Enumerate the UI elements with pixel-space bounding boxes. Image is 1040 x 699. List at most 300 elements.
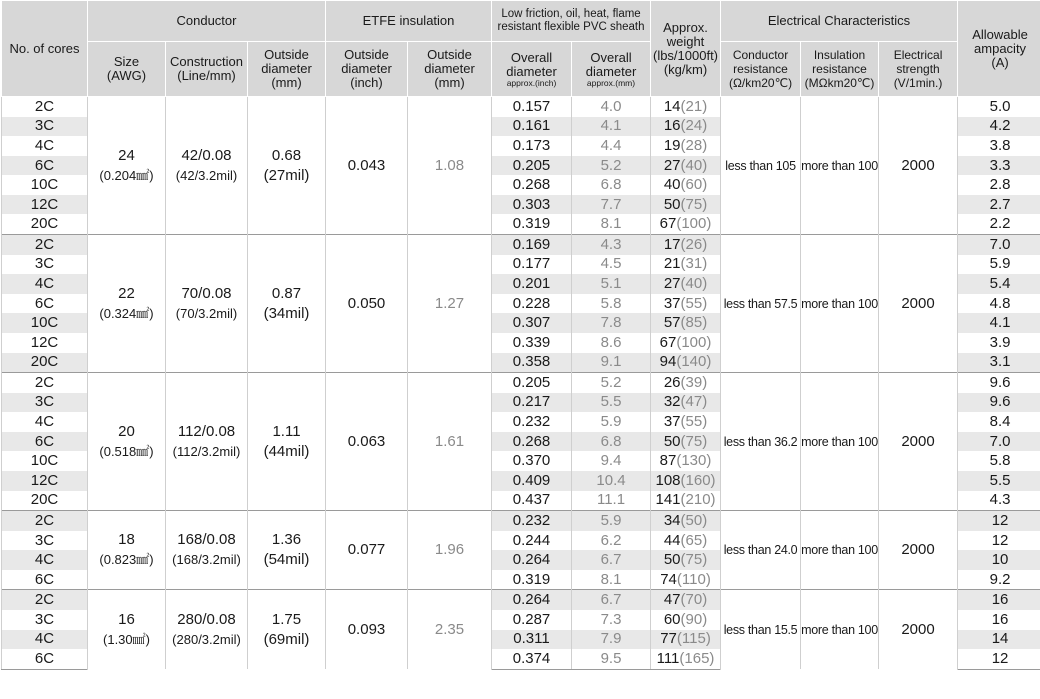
sheath-od-mm-cell: 8.1 <box>572 214 651 234</box>
construction-cell <box>166 590 248 669</box>
sheath-od-mm-cell: 5.2 <box>572 156 651 176</box>
weight-lbs: 37 <box>663 413 681 431</box>
ampacity-cell: 10 <box>958 550 1040 570</box>
weight-kg: (90) <box>680 610 708 628</box>
etfe-od-inch-cell: 0.063 <box>326 373 408 511</box>
conductor-size-cell-line2: (0.204㎟) <box>99 167 154 183</box>
cores-cell: 3C <box>2 393 88 413</box>
sheath-od-inch-cell: 0.169 <box>492 235 572 255</box>
weight-cell <box>651 649 721 669</box>
weight-cell <box>651 491 721 511</box>
ampacity-cell: 8.4 <box>958 412 1040 432</box>
construction-cell-line1: 280/0.08 <box>177 610 236 628</box>
weight-lbs: 26 <box>663 373 681 391</box>
weight-lbs: 44 <box>663 531 681 549</box>
cores-cell: 4C <box>2 630 88 650</box>
weight-cell <box>651 373 721 393</box>
electrical-strength-cell: 2000 <box>879 511 958 590</box>
ampacity-cell: 16 <box>958 590 1040 610</box>
sheath-od-inch-cell: 0.244 <box>492 531 572 551</box>
cores-cell: 2C <box>2 511 88 531</box>
construction-cell-line2: (112/3.2mil) <box>172 443 241 459</box>
sheath-od-inch-cell: 0.370 <box>492 451 572 471</box>
weight-kg: (160) <box>680 471 716 489</box>
weight-cell <box>651 412 721 432</box>
cores-cell: 12C <box>2 471 88 491</box>
header-size: Size (AWG) <box>88 42 166 97</box>
cable-spec-table <box>1 0 1040 670</box>
sheath-od-mm-cell: 5.9 <box>572 511 651 531</box>
weight-cell <box>651 393 721 413</box>
etfe-od-inch-cell: 0.043 <box>326 97 408 235</box>
ampacity-cell: 16 <box>958 610 1040 630</box>
construction-cell-line2: (168/3.2mil) <box>172 552 241 568</box>
weight-kg: (110) <box>676 570 711 588</box>
weight-kg: (31) <box>680 255 708 273</box>
conductor-size-cell <box>88 373 166 511</box>
weight-lbs: 16 <box>663 117 681 135</box>
sheath-od-inch-cell: 0.311 <box>492 630 572 650</box>
sheath-od-mm-cell: 6.8 <box>572 432 651 452</box>
ampacity-cell: 4.8 <box>958 294 1040 314</box>
conductor-size-cell <box>88 97 166 235</box>
sheath-od-mm-cell: 5.8 <box>572 294 651 314</box>
table-row <box>2 590 1040 610</box>
sheath-od-inch-cell: 0.374 <box>492 649 572 669</box>
sheath-od-mm-cell: 5.9 <box>572 412 651 432</box>
sheath-od-mm-cell: 11.1 <box>572 491 651 511</box>
conductor-od-cell <box>248 590 326 669</box>
sheath-od-mm-cell: 9.1 <box>572 353 651 373</box>
weight-cell <box>651 175 721 195</box>
sheath-od-mm-cell: 4.4 <box>572 136 651 156</box>
weight-lbs: 47 <box>663 591 681 609</box>
sheath-od-mm-cell: 6.7 <box>572 550 651 570</box>
weight-cell <box>651 610 721 630</box>
sheath-od-inch-cell: 0.173 <box>492 136 572 156</box>
weight-kg: (75) <box>680 432 708 450</box>
ampacity-cell: 4.3 <box>958 491 1040 511</box>
construction-cell <box>166 235 248 373</box>
sheath-od-inch-cell: 0.161 <box>492 117 572 137</box>
header-conductor-resistance: Conductor resistance (Ω/km20℃) <box>721 42 801 97</box>
sheath-od-inch-cell: 0.177 <box>492 255 572 275</box>
electrical-strength-cell: 2000 <box>879 97 958 235</box>
ampacity-cell: 2.8 <box>958 175 1040 195</box>
ampacity-cell: 5.0 <box>958 97 1040 117</box>
weight-lbs: 67 <box>659 333 677 351</box>
sheath-od-inch-cell: 0.268 <box>492 175 572 195</box>
insulation-resistance-cell: more than 100 <box>801 590 879 669</box>
sheath-od-inch-cell: 0.232 <box>492 412 572 432</box>
weight-lbs: 19 <box>663 136 681 154</box>
ampacity-cell: 3.3 <box>958 156 1040 176</box>
weight-lbs: 111 <box>656 649 680 667</box>
cores-cell: 10C <box>2 451 88 471</box>
ampacity-cell: 9.2 <box>958 570 1040 590</box>
cores-cell: 4C <box>2 412 88 432</box>
sheath-od-inch-cell: 0.264 <box>492 550 572 570</box>
weight-cell <box>651 255 721 275</box>
weight-lbs: 60 <box>663 610 681 628</box>
weight-cell <box>651 630 721 650</box>
conductor-resistance-cell: less than 57.5 <box>721 235 801 373</box>
header-sheath-od-inch-note: approx.(inch) <box>506 77 557 88</box>
conductor-resistance-cell: less than 105 <box>721 97 801 235</box>
cores-cell: 10C <box>2 313 88 333</box>
sheath-od-inch-cell: 0.232 <box>492 511 572 531</box>
etfe-od-inch-cell: 0.093 <box>326 590 408 669</box>
weight-lbs: 50 <box>663 432 681 450</box>
sheath-od-inch-cell: 0.287 <box>492 610 572 630</box>
weight-cell <box>651 353 721 373</box>
weight-cell <box>651 274 721 294</box>
weight-cell <box>651 235 721 255</box>
cores-cell: 2C <box>2 235 88 255</box>
table-row <box>2 511 1040 531</box>
conductor-size-cell-line1: 16 <box>118 610 135 628</box>
construction-cell-line2: (42/3.2mil) <box>175 167 238 183</box>
sheath-od-mm-cell: 6.7 <box>572 590 651 610</box>
construction-cell-line2: (70/3.2mil) <box>175 305 238 321</box>
sheath-od-mm-cell: 8.1 <box>572 570 651 590</box>
weight-cell <box>651 590 721 610</box>
weight-kg: (50) <box>680 511 708 529</box>
conductor-od-cell <box>248 373 326 511</box>
cores-cell: 12C <box>2 333 88 353</box>
spec-table-body <box>2 97 1040 670</box>
header-weight: Approx. weight (lbs/1000ft) (kg/km) <box>651 1 721 97</box>
conductor-size-cell <box>88 590 166 669</box>
ampacity-cell: 12 <box>958 531 1040 551</box>
weight-lbs: 50 <box>663 195 681 213</box>
header-ampacity: Allowable ampacity (A) <box>958 1 1040 97</box>
header-conductor-od: Outside diameter (mm) <box>248 42 326 97</box>
sheath-od-mm-cell: 5.5 <box>572 393 651 413</box>
weight-lbs: 27 <box>663 274 681 292</box>
sheath-od-mm-cell: 4.1 <box>572 117 651 137</box>
ampacity-cell: 7.0 <box>958 235 1040 255</box>
header-electrical-strength: Electrical strength (V/1min.) <box>879 42 958 97</box>
weight-kg: (39) <box>680 373 708 391</box>
sheath-od-mm-cell: 5.2 <box>572 373 651 393</box>
weight-kg: (70) <box>680 591 708 609</box>
cores-cell: 6C <box>2 570 88 590</box>
ampacity-cell: 5.4 <box>958 274 1040 294</box>
cores-cell: 4C <box>2 274 88 294</box>
ampacity-cell: 5.8 <box>958 451 1040 471</box>
construction-cell-line1: 42/0.08 <box>181 146 232 164</box>
cores-cell: 3C <box>2 255 88 275</box>
weight-kg: (75) <box>680 551 708 569</box>
sheath-od-mm-cell: 5.1 <box>572 274 651 294</box>
conductor-size-cell-line1: 22 <box>118 284 135 302</box>
sheath-od-mm-cell: 7.3 <box>572 610 651 630</box>
cores-cell: 3C <box>2 531 88 551</box>
header-sheath-od-mm <box>572 42 651 97</box>
ampacity-cell: 3.8 <box>958 136 1040 156</box>
sheath-od-mm-cell: 4.3 <box>572 235 651 255</box>
conductor-size-cell <box>88 511 166 590</box>
cores-cell: 20C <box>2 353 88 373</box>
conductor-od-cell-line2: (69mil) <box>263 630 310 648</box>
sheath-od-mm-cell: 7.7 <box>572 195 651 215</box>
ampacity-cell: 2.7 <box>958 195 1040 215</box>
sheath-od-mm-cell: 7.9 <box>572 630 651 650</box>
weight-kg: (26) <box>680 235 708 253</box>
weight-kg: (75) <box>680 195 708 213</box>
cores-cell: 12C <box>2 195 88 215</box>
electrical-strength-cell: 2000 <box>879 590 958 669</box>
ampacity-cell: 4.2 <box>958 117 1040 137</box>
weight-kg: (115) <box>676 630 711 648</box>
header-insulation-resistance: Insulation resistance (MΩkm20℃) <box>801 42 879 97</box>
conductor-resistance-cell: less than 36.2 <box>721 373 801 511</box>
ampacity-cell: 14 <box>958 630 1040 650</box>
etfe-od-inch-cell: 0.050 <box>326 235 408 373</box>
ampacity-cell: 7.0 <box>958 432 1040 452</box>
sheath-od-inch-cell: 0.264 <box>492 590 572 610</box>
weight-lbs: 34 <box>663 511 681 529</box>
sheath-od-inch-cell: 0.307 <box>492 313 572 333</box>
weight-lbs: 141 <box>655 491 681 509</box>
electrical-strength-cell: 2000 <box>879 235 958 373</box>
weight-kg: (24) <box>680 117 708 135</box>
weight-kg: (40) <box>680 156 708 174</box>
weight-lbs: 32 <box>663 393 681 411</box>
conductor-od-cell-line1: 1.11 <box>272 422 301 440</box>
sheath-od-inch-cell: 0.268 <box>492 432 572 452</box>
cores-cell: 6C <box>2 649 88 669</box>
weight-cell <box>651 432 721 452</box>
conductor-size-cell-line1: 20 <box>118 422 135 440</box>
construction-cell-line1: 70/0.08 <box>181 284 232 302</box>
sheath-od-mm-cell: 4.0 <box>572 97 651 117</box>
ampacity-cell: 9.6 <box>958 373 1040 393</box>
ampacity-cell: 9.6 <box>958 393 1040 413</box>
cores-cell: 3C <box>2 117 88 137</box>
sheath-od-mm-cell: 6.8 <box>572 175 651 195</box>
sheath-od-inch-cell: 0.157 <box>492 97 572 117</box>
weight-cell <box>651 333 721 353</box>
sheath-od-mm-cell: 10.4 <box>572 471 651 491</box>
construction-cell-line2: (280/3.2mil) <box>172 631 241 647</box>
weight-cell <box>651 313 721 333</box>
construction-cell <box>166 97 248 235</box>
sheath-od-mm-cell: 9.5 <box>572 649 651 669</box>
weight-lbs: 77 <box>660 630 677 648</box>
table-row <box>2 97 1040 117</box>
weight-lbs: 27 <box>663 156 681 174</box>
cores-cell: 20C <box>2 491 88 511</box>
sheath-od-mm-cell: 4.5 <box>572 255 651 275</box>
weight-cell <box>651 117 721 137</box>
weight-cell <box>651 451 721 471</box>
header-etfe-od-mm: Outside diameter (mm) <box>408 42 492 97</box>
ampacity-cell: 12 <box>958 649 1040 669</box>
conductor-od-cell <box>248 97 326 235</box>
conductor-od-cell-line1: 0.87 <box>271 284 302 302</box>
weight-kg: (47) <box>680 393 708 411</box>
weight-lbs: 14 <box>663 97 681 115</box>
header-conductor: Conductor <box>88 1 326 42</box>
ampacity-cell: 5.9 <box>958 255 1040 275</box>
header-sheath-od-mm-note: approx.(mm) <box>586 77 636 88</box>
ampacity-cell: 12 <box>958 511 1040 531</box>
weight-kg: (60) <box>680 176 708 194</box>
weight-kg: (55) <box>680 413 708 431</box>
weight-kg: (28) <box>680 136 708 154</box>
ampacity-cell: 5.5 <box>958 471 1040 491</box>
cores-cell: 2C <box>2 373 88 393</box>
sheath-od-inch-cell: 0.303 <box>492 195 572 215</box>
etfe-od-mm-cell: 1.61 <box>408 373 492 511</box>
weight-cell <box>651 550 721 570</box>
etfe-od-mm-cell: 1.27 <box>408 235 492 373</box>
weight-cell <box>651 156 721 176</box>
etfe-od-mm-cell: 2.35 <box>408 590 492 669</box>
weight-cell <box>651 531 721 551</box>
weight-lbs: 50 <box>663 551 681 569</box>
conductor-od-cell-line2: (27mil) <box>263 166 310 184</box>
header-sheath-od-mm-label: Overall diameter <box>585 49 637 79</box>
weight-cell <box>651 570 721 590</box>
weight-kg: (100) <box>676 333 712 351</box>
electrical-strength-cell: 2000 <box>879 373 958 511</box>
conductor-resistance-cell: less than 15.5 <box>721 590 801 669</box>
conductor-size-cell-line2: (0.518㎟) <box>99 443 154 459</box>
weight-cell <box>651 97 721 117</box>
conductor-size-cell-line2: (0.324㎟) <box>99 305 154 321</box>
cores-cell: 6C <box>2 156 88 176</box>
cores-cell: 3C <box>2 610 88 630</box>
sheath-od-inch-cell: 0.205 <box>492 156 572 176</box>
weight-kg: (210) <box>680 491 716 509</box>
etfe-od-mm-cell: 1.96 <box>408 511 492 590</box>
weight-cell <box>651 511 721 531</box>
sheath-od-inch-cell: 0.228 <box>492 294 572 314</box>
weight-cell <box>651 471 721 491</box>
sheath-od-mm-cell: 7.8 <box>572 313 651 333</box>
ampacity-cell: 4.1 <box>958 313 1040 333</box>
construction-cell-line1: 168/0.08 <box>177 531 236 549</box>
cores-cell: 2C <box>2 97 88 117</box>
conductor-size-cell-line2: (0.823㎟) <box>99 552 154 568</box>
insulation-resistance-cell: more than 100 <box>801 97 879 235</box>
weight-cell <box>651 136 721 156</box>
weight-kg: (100) <box>676 215 712 233</box>
cores-cell: 20C <box>2 214 88 234</box>
ampacity-cell: 2.2 <box>958 214 1040 234</box>
conductor-od-cell-line1: 1.36 <box>271 531 302 549</box>
cores-cell: 2C <box>2 590 88 610</box>
header-sheath-od-inch <box>492 42 572 97</box>
weight-kg: (85) <box>680 314 708 332</box>
conductor-size-cell <box>88 235 166 373</box>
weight-lbs: 57 <box>663 314 681 332</box>
weight-lbs: 94 <box>659 353 677 371</box>
weight-kg: (165) <box>679 649 715 667</box>
table-row <box>2 373 1040 393</box>
weight-kg: (130) <box>676 452 712 470</box>
sheath-od-inch-cell: 0.201 <box>492 274 572 294</box>
sheath-od-inch-cell: 0.409 <box>492 471 572 491</box>
header-electrical: Electrical Characteristics <box>721 1 958 42</box>
etfe-od-mm-cell: 1.08 <box>408 97 492 235</box>
conductor-od-cell-line2: (44mil) <box>263 442 310 460</box>
header-etfe-od-inch: Outside diameter (inch) <box>326 42 408 97</box>
cores-cell: 6C <box>2 432 88 452</box>
conductor-size-cell-line2: (1.30㎟) <box>103 631 150 647</box>
sheath-od-inch-cell: 0.205 <box>492 373 572 393</box>
construction-cell-line1: 112/0.08 <box>177 422 236 440</box>
conductor-od-cell-line2: (54mil) <box>263 551 310 569</box>
table-row <box>2 235 1040 255</box>
weight-lbs: 87 <box>659 452 677 470</box>
conductor-size-cell-line1: 24 <box>118 146 135 164</box>
sheath-od-inch-cell: 0.339 <box>492 333 572 353</box>
ampacity-cell: 3.9 <box>958 333 1040 353</box>
cores-cell: 4C <box>2 136 88 156</box>
construction-cell <box>166 373 248 511</box>
header-construction: Construction (Line/mm) <box>166 42 248 97</box>
weight-lbs: 108 <box>655 471 681 489</box>
insulation-resistance-cell: more than 100 <box>801 235 879 373</box>
sheath-od-inch-cell: 0.217 <box>492 393 572 413</box>
header-sheath: Low friction, oil, heat, flame resistant flexible PVC sheath <box>492 1 651 42</box>
insulation-resistance-cell: more than 100 <box>801 511 879 590</box>
construction-cell <box>166 511 248 590</box>
weight-cell <box>651 195 721 215</box>
weight-cell <box>651 214 721 234</box>
sheath-od-mm-cell: 6.2 <box>572 531 651 551</box>
header-etfe: ETFE insulation <box>326 1 492 42</box>
conductor-od-cell <box>248 235 326 373</box>
cores-cell: 4C <box>2 550 88 570</box>
sheath-od-mm-cell: 9.4 <box>572 451 651 471</box>
weight-kg: (40) <box>680 274 708 292</box>
weight-kg: (55) <box>680 294 708 312</box>
weight-lbs: 74 <box>660 570 677 588</box>
conductor-od-cell <box>248 511 326 590</box>
weight-lbs: 21 <box>663 255 681 273</box>
weight-lbs: 40 <box>663 176 681 194</box>
weight-kg: (140) <box>676 353 712 371</box>
insulation-resistance-cell: more than 100 <box>801 373 879 511</box>
cores-cell: 10C <box>2 175 88 195</box>
weight-lbs: 17 <box>663 235 681 253</box>
weight-kg: (21) <box>680 97 708 115</box>
conductor-od-cell-line1: 0.68 <box>271 146 302 164</box>
sheath-od-inch-cell: 0.319 <box>492 214 572 234</box>
header-sheath-od-inch-label: Overall diameter <box>506 49 557 79</box>
conductor-od-cell-line2: (34mil) <box>263 304 310 322</box>
weight-lbs: 37 <box>663 294 681 312</box>
sheath-od-inch-cell: 0.358 <box>492 353 572 373</box>
ampacity-cell: 3.1 <box>958 353 1040 373</box>
conductor-size-cell-line1: 18 <box>118 531 135 549</box>
weight-kg: (65) <box>680 531 708 549</box>
conductor-resistance-cell: less than 24.0 <box>721 511 801 590</box>
conductor-od-cell-line1: 1.75 <box>271 610 302 628</box>
cores-cell: 6C <box>2 294 88 314</box>
weight-lbs: 67 <box>659 215 677 233</box>
weight-cell <box>651 294 721 314</box>
etfe-od-inch-cell: 0.077 <box>326 511 408 590</box>
sheath-od-inch-cell: 0.319 <box>492 570 572 590</box>
sheath-od-mm-cell: 8.6 <box>572 333 651 353</box>
header-cores: No. of cores <box>2 1 88 97</box>
